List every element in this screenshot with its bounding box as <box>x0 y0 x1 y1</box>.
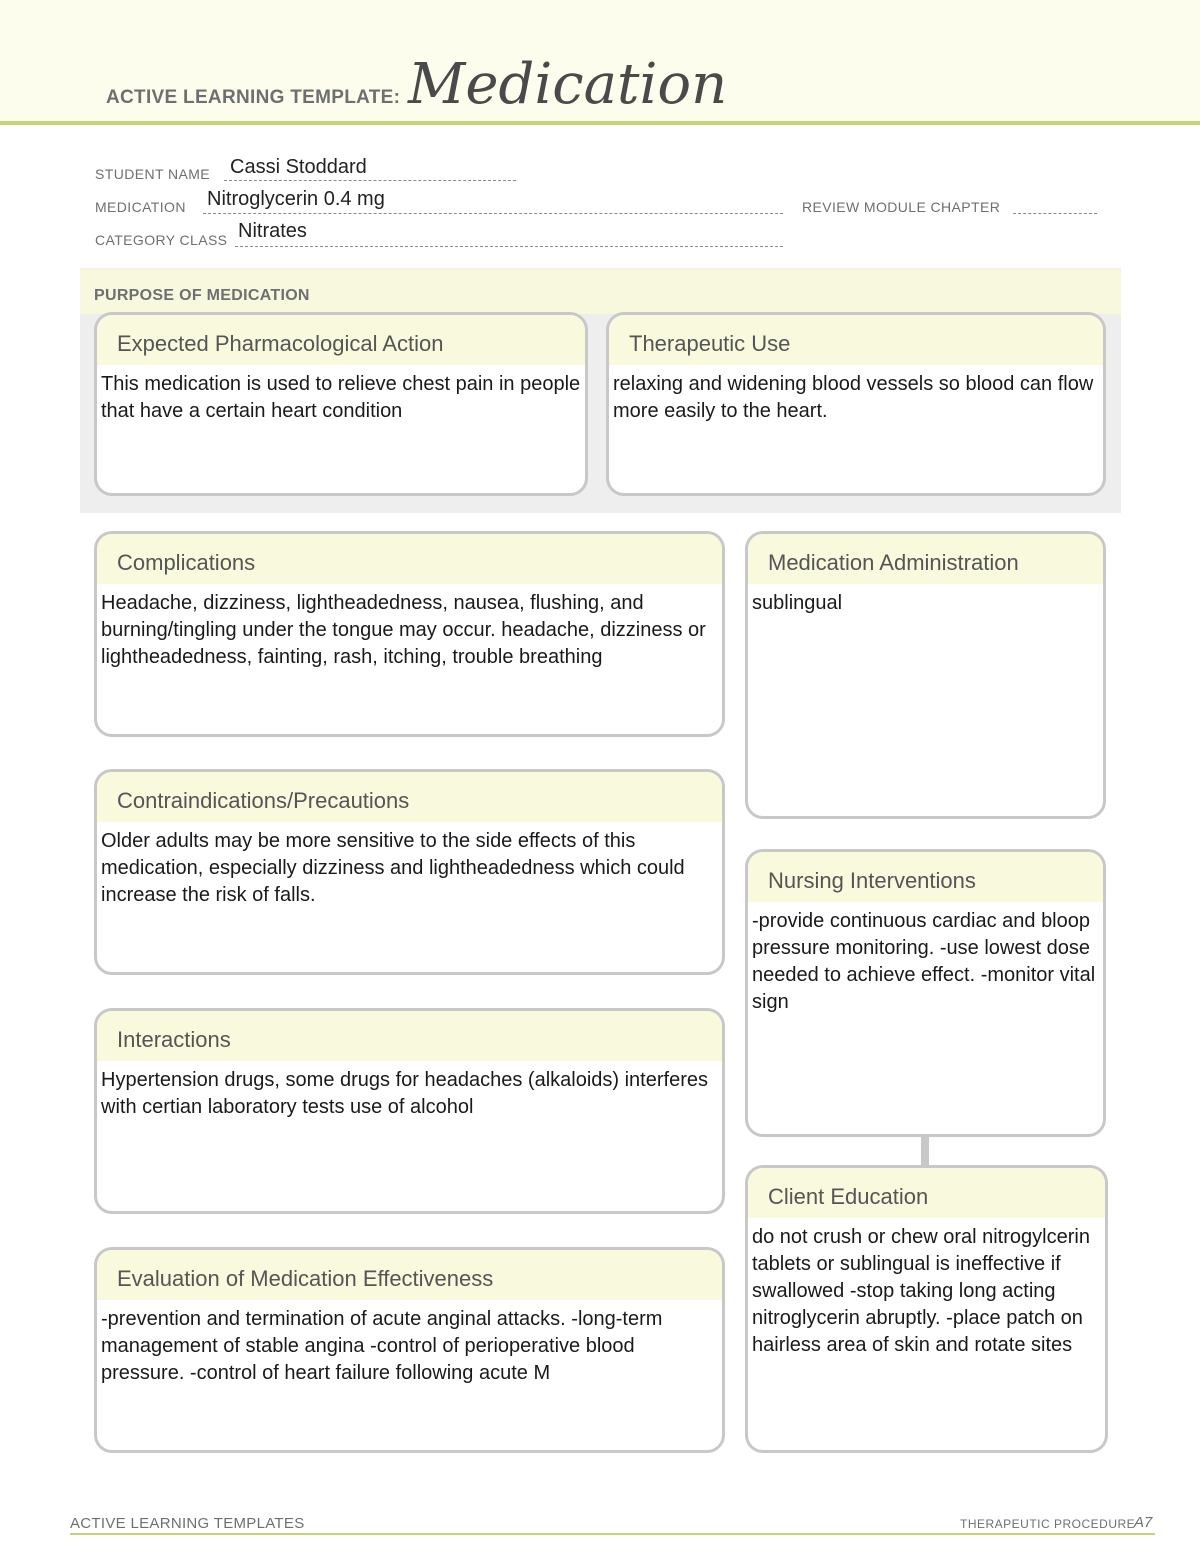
evaluation-header <box>97 1250 722 1300</box>
administration-text[interactable]: sublingual <box>752 592 843 614</box>
medication-line <box>203 213 783 214</box>
connector-bar <box>921 1137 929 1165</box>
therapeutic-use-header <box>609 315 1103 365</box>
medication-label: MEDICATION <box>95 199 186 215</box>
contraindications-box <box>94 769 725 975</box>
therapeutic-use-text[interactable]: relaxing and widening blood vessels so blood can flow more easily to the heart. <box>613 373 1094 422</box>
student-name-line <box>224 180 516 181</box>
education-box <box>745 1165 1108 1453</box>
education-header <box>748 1168 1105 1218</box>
review-module-label: REVIEW MODULE CHAPTER <box>802 199 1001 215</box>
interactions-title: Interactions <box>117 1027 231 1052</box>
administration-title: Medication Administration <box>768 550 1019 575</box>
education-text[interactable]: do not crush or chew oral nitrogylcerin tablets or sublingual is ineffective if swallowed -stop taking long acting nitroglycerin abruptly. -place patch on hairless area of skin and rotate sites <box>752 1226 1090 1356</box>
contraindications-text[interactable]: Older adults may be more sensitive to the side effects of this medication, especially dizziness and lightheadedness which could increase the risk of falls. <box>101 830 685 906</box>
expected-action-text[interactable]: This medication is used to relieve chest pain in people that have a certain heart condition <box>101 373 581 422</box>
therapeutic-use-box <box>606 312 1106 496</box>
page-title: Medication <box>408 52 728 117</box>
nursing-box <box>745 849 1106 1137</box>
administration-box <box>745 531 1106 819</box>
purpose-title: PURPOSE OF MEDICATION <box>94 287 310 304</box>
page-number: A7 <box>1134 1514 1153 1531</box>
header-rule <box>0 121 1200 125</box>
student-name-field[interactable]: Cassi Stoddard <box>230 156 367 178</box>
expected-action-header <box>97 315 585 365</box>
evaluation-box <box>94 1247 725 1453</box>
administration-header <box>748 534 1103 584</box>
student-name-label: STUDENT NAME <box>95 166 210 182</box>
evaluation-title: Evaluation of Medication Effectiveness <box>117 1266 494 1291</box>
expected-action-box <box>94 312 588 496</box>
interactions-header <box>97 1011 722 1061</box>
therapeutic-use-title: Therapeutic Use <box>629 331 791 356</box>
category-class-field[interactable]: Nitrates <box>238 220 307 242</box>
complications-title: Complications <box>117 550 256 575</box>
medication-field[interactable]: Nitroglycerin 0.4 mg <box>207 188 385 210</box>
interactions-text[interactable]: Hypertension drugs, some drugs for headaches (alkaloids) interferes with certian laboratory tests use of alcohol <box>101 1069 708 1118</box>
footer-right: THERAPEUTIC PROCEDURE <box>960 1517 1136 1531</box>
complications-box <box>94 531 725 737</box>
category-class-label: CATEGORY CLASS <box>95 232 228 248</box>
nursing-title: Nursing Interventions <box>768 868 976 893</box>
category-class-line <box>235 246 783 247</box>
template-label: ACTIVE LEARNING TEMPLATE: <box>106 87 401 108</box>
complications-header <box>97 534 722 584</box>
nursing-header <box>748 852 1103 902</box>
complications-text[interactable]: Headache, dizziness, lightheadedness, nausea, flushing, and burning/tingling under the tongue may occur. headache, dizziness or lightheadedness, fainting, rash, itching, trouble breathing <box>101 592 706 668</box>
contraindications-header <box>97 772 722 822</box>
contraindications-title: Contraindications/Precautions <box>117 788 410 813</box>
review-module-field[interactable] <box>1013 213 1097 214</box>
interactions-box <box>94 1008 725 1214</box>
expected-action-title: Expected Pharmacological Action <box>117 331 444 356</box>
nursing-text[interactable]: -provide continuous cardiac and bloop pressure monitoring. -use lowest dose needed to achieve effect. -monitor vital sign <box>752 910 1096 1013</box>
footer-left: ACTIVE LEARNING TEMPLATES <box>70 1515 305 1532</box>
education-title: Client Education <box>768 1184 929 1209</box>
evaluation-text[interactable]: -prevention and termination of acute anginal attacks. -long-term management of stable angina -control of perioperative blood pressure. -control of heart failure following acute M <box>101 1308 663 1384</box>
purpose-header <box>80 270 1121 314</box>
footer-rule <box>70 1533 1155 1535</box>
